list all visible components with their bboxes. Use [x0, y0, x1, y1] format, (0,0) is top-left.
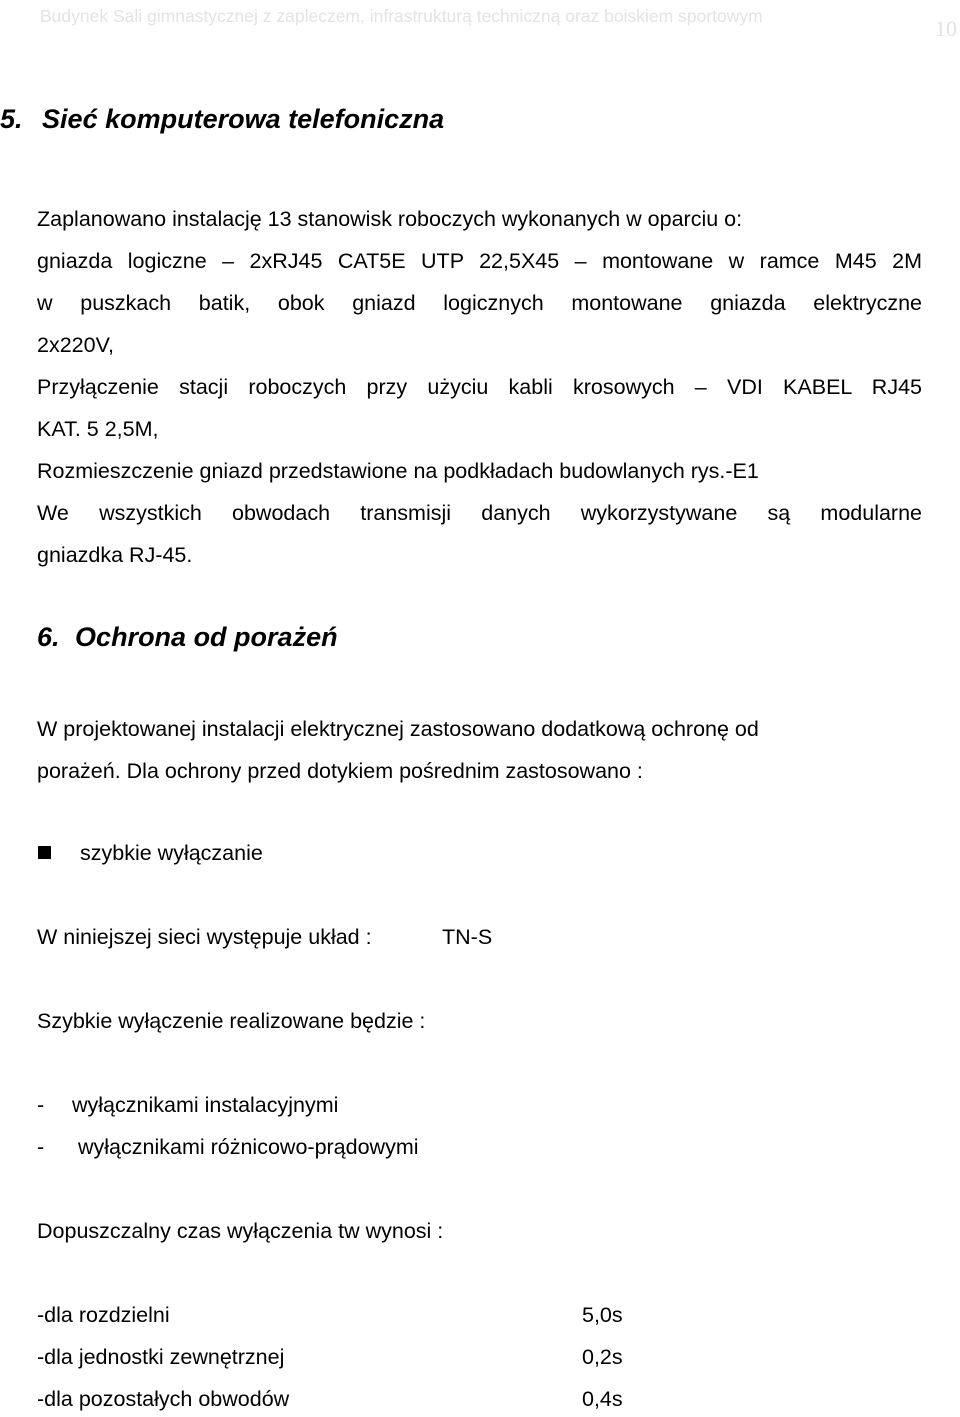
page-number: 10 [935, 16, 957, 41]
s5-line-4: 2x220V, [37, 333, 114, 357]
dash-item-2: wyłącznikami różnicowo-prądowymi [78, 1135, 419, 1159]
section-5-number: 5. [0, 104, 23, 134]
s5-line-1: Zaplanowano instalację 13 stanowisk roboczych wykonanych w oparciu o: [37, 207, 743, 231]
s5-line-8: We wszystkich obwodach transmisji danych wykorzystywane są modularne [37, 501, 922, 525]
time-row-2-label: -dla jednostki zewnętrznej [37, 1345, 285, 1369]
time-label: Dopuszczalny czas wyłączenia tw wynosi : [37, 1219, 444, 1243]
s6-intro-line-2: porażeń. Dla ochrony przed dotykiem pośrednim zastosowano : [37, 759, 643, 783]
s5-line-9: gniazdka RJ-45. [37, 543, 193, 567]
time-row-2-value: 0,2s [582, 1345, 623, 1369]
dash-1: - [37, 1093, 45, 1117]
section-6-heading [37, 622, 338, 653]
dash-2: - [37, 1135, 45, 1159]
s6-intro-line-1: W projektowanej instalacji elektrycznej zastosowano dodatkową ochronę od [37, 717, 759, 741]
section-6-intro [37, 708, 922, 792]
square-bullet-icon [38, 846, 51, 859]
section-5-body [37, 198, 922, 576]
realized-label: Szybkie wyłączenie realizowane będzie : [37, 1009, 426, 1033]
running-header: Budynek Sali gimnastycznej z zapleczem, infrastrukturą techniczną oraz boiskiem sportowym [40, 6, 763, 26]
section-5-title: Sieć komputerowa telefoniczna [42, 104, 445, 134]
section-6-number: 6. [37, 622, 60, 652]
s5-line-5: Przyłączenie stacji roboczych przy użyciu kabli krosowych – VDI KABEL RJ45 [37, 375, 922, 399]
bullet-item: szybkie wyłączanie [80, 841, 263, 865]
s5-line-3: w puszkach batik, obok gniazd logicznych montowane gniazda elektryczne [37, 291, 922, 315]
time-row-3-value: 0,4s [582, 1387, 623, 1411]
section-6-title: Ochrona od porażeń [75, 622, 338, 652]
dash-item-1: wyłącznikami instalacyjnymi [72, 1093, 339, 1117]
s5-line-6: KAT. 5 2,5M, [37, 417, 159, 441]
section-5-heading [0, 104, 444, 135]
s5-line-7: Rozmieszczenie gniazd przedstawione na podkładach budowlanych rys.-E1 [37, 459, 759, 483]
time-row-1-label: -dla rozdzielni [37, 1303, 170, 1327]
time-row-3-label: -dla pozostałych obwodów [37, 1387, 290, 1411]
system-value: TN-S [442, 925, 493, 949]
s5-line-2: gniazda logiczne – 2xRJ45 CAT5E UTP 22,5X45 – montowane w ramce M45 2M [37, 249, 922, 273]
time-row-1-value: 5,0s [582, 1303, 623, 1327]
system-label: W niniejszej sieci występuje układ : [37, 925, 372, 949]
